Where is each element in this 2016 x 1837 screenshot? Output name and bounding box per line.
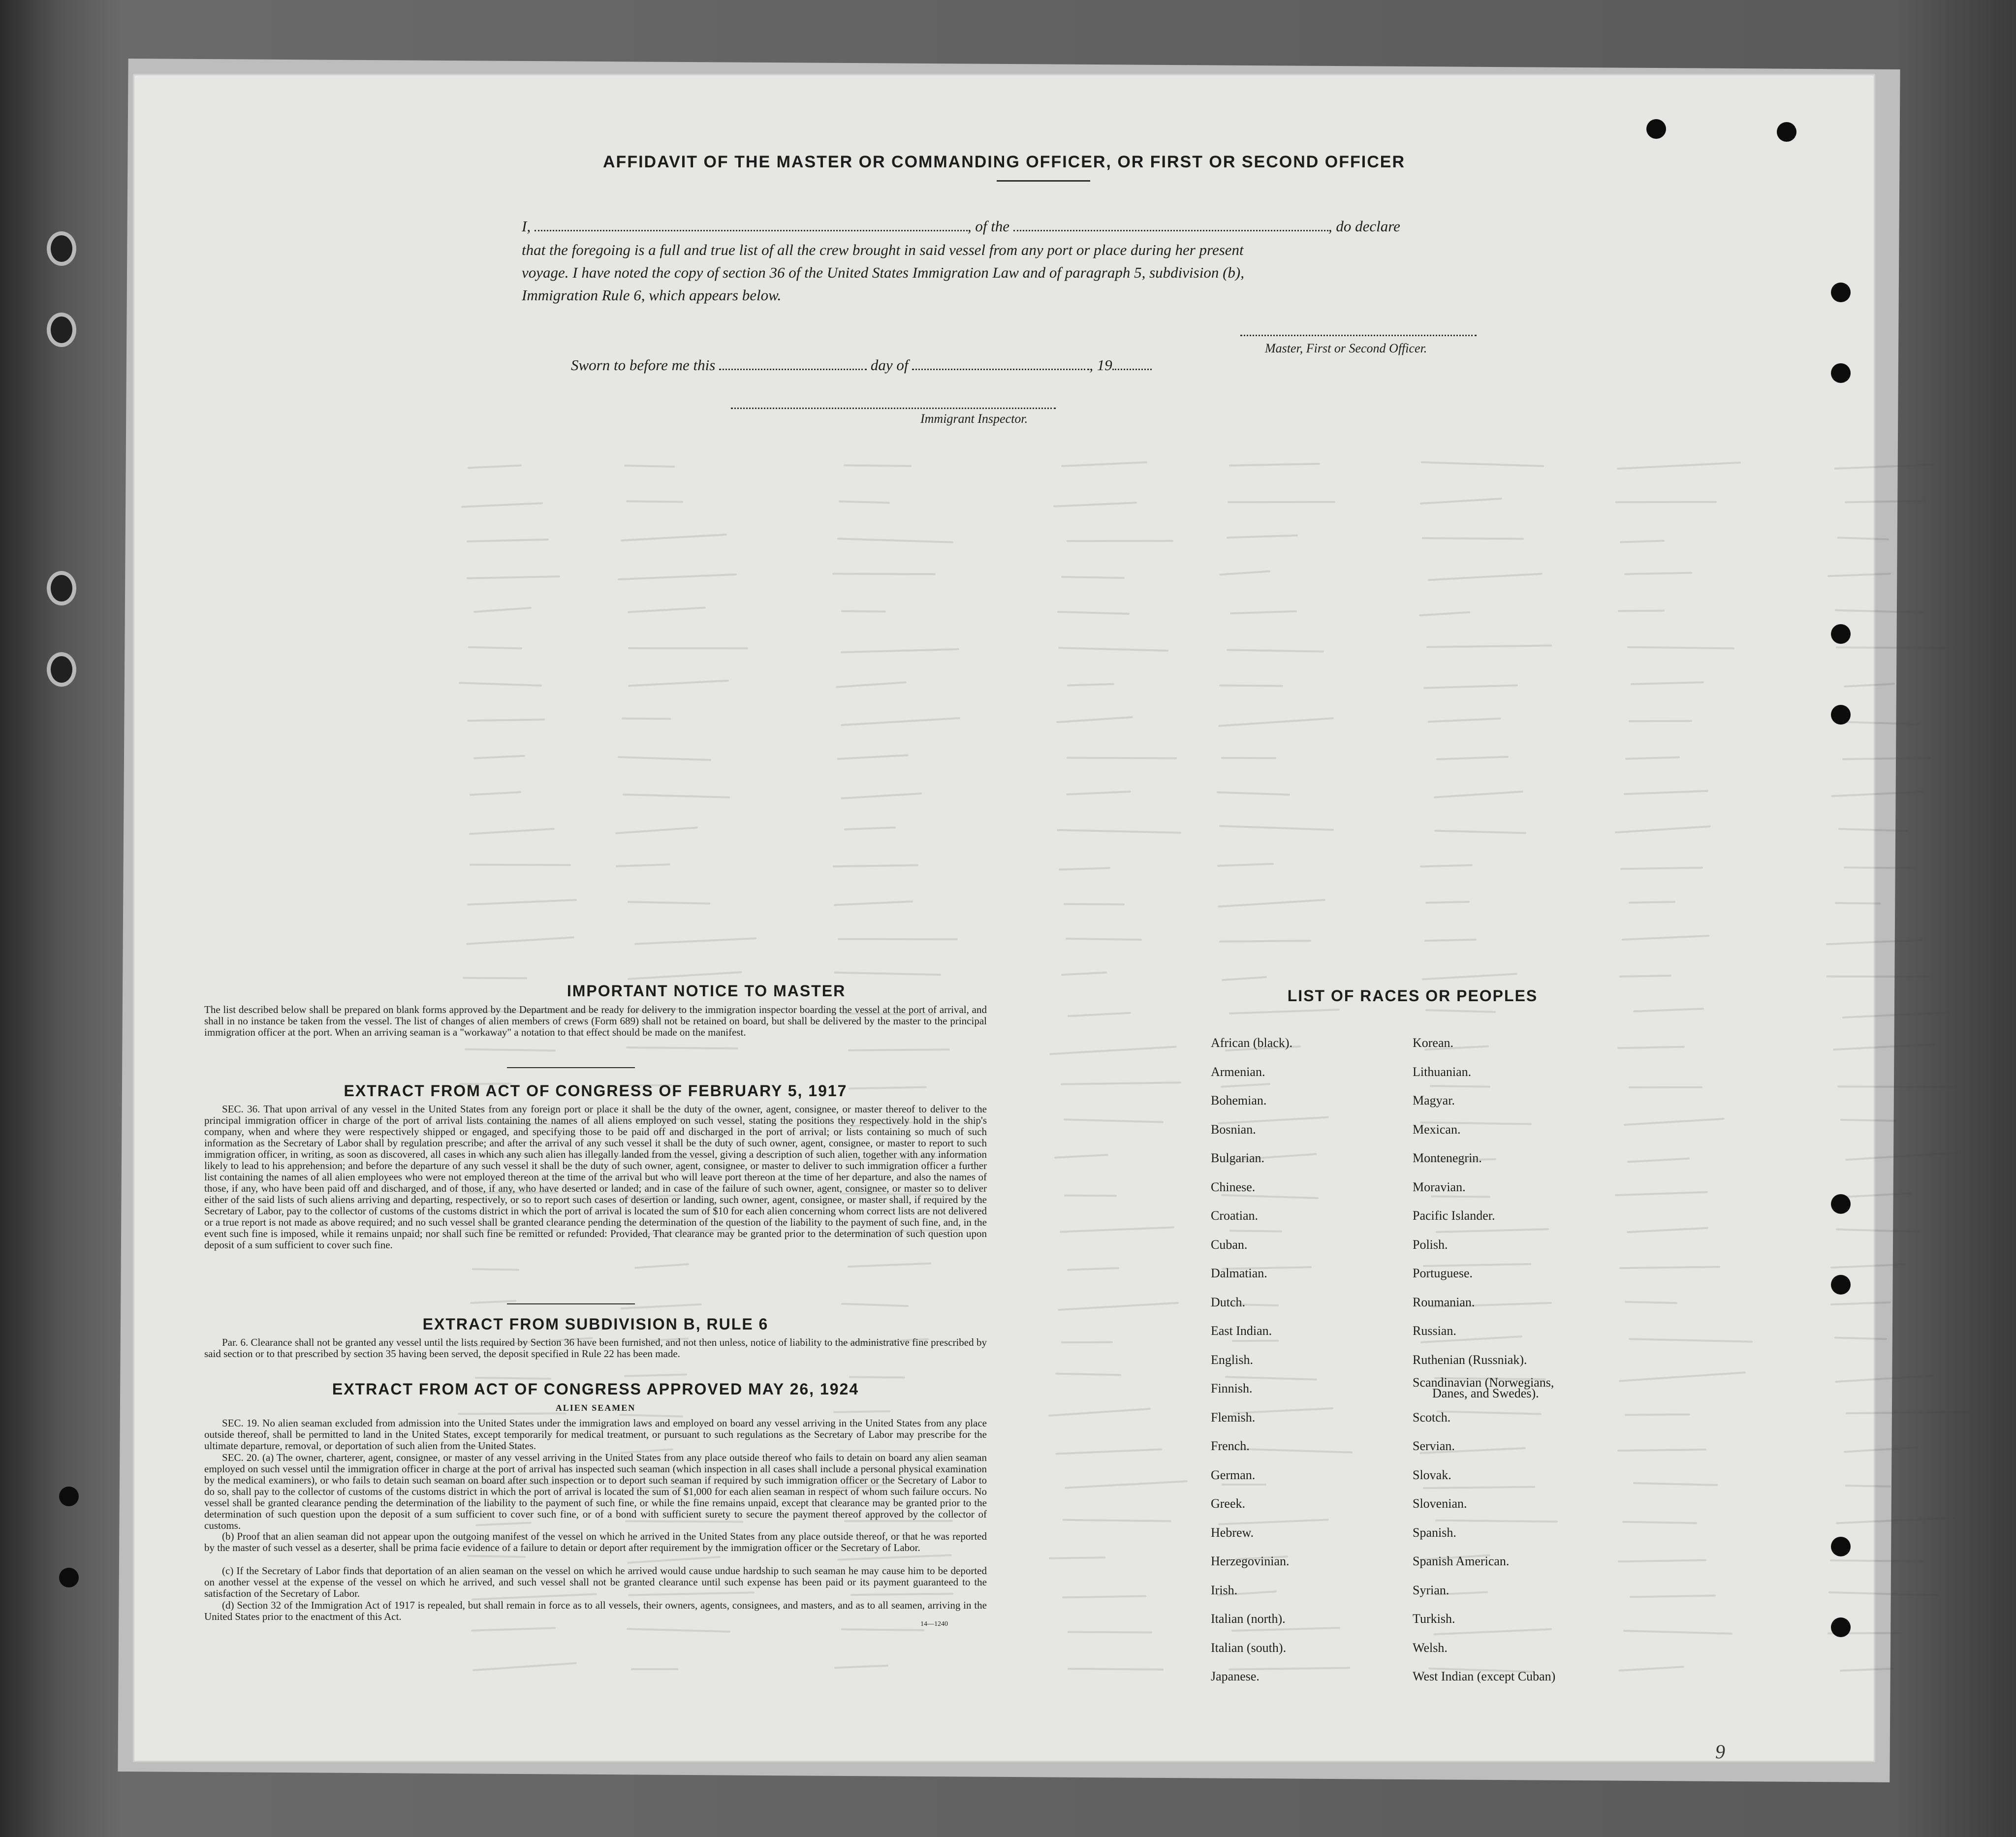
bleed-stroke xyxy=(1846,1411,1970,1414)
sworn-year-text: , 19 xyxy=(1089,356,1112,374)
race-item: Magyar. xyxy=(1413,1093,1455,1108)
race-item: English. xyxy=(1211,1352,1253,1367)
bleed-stroke xyxy=(1627,1157,1690,1163)
bleed-stroke xyxy=(1068,1012,1131,1017)
binder-ring xyxy=(47,652,76,687)
bleed-stroke xyxy=(1068,1631,1152,1634)
bleed-stroke xyxy=(1064,903,1125,906)
bleed-stroke xyxy=(1219,825,1334,831)
races-left-column xyxy=(1211,1029,1292,1691)
race-item: Servian. xyxy=(1413,1439,1455,1453)
bleed-stroke xyxy=(1061,576,1125,579)
extract-rule6-body: Par. 6. Clearance shall not be granted any vessel until the lists required by Section 36 have been furnished, and not then unless, notice of liability to the administrative fine prescribed by said section or to that prescribed by section 35 having been served, the deposit specified in Rule 22 has been made. xyxy=(204,1336,987,1360)
punch-hole xyxy=(1831,1194,1851,1214)
race-item: West Indian (except Cuban) xyxy=(1413,1669,1556,1683)
bleed-stroke xyxy=(1617,462,1741,470)
inspector-signature-line[interactable] xyxy=(731,408,1056,409)
race-item: Bohemian. xyxy=(1211,1093,1267,1108)
bleed-stroke xyxy=(1631,681,1704,685)
bleed-stroke xyxy=(1222,976,1267,981)
race-item: Mexican. xyxy=(1413,1122,1461,1137)
bleed-stroke xyxy=(467,899,577,906)
punch-hole xyxy=(1831,363,1851,383)
bleed-stroke xyxy=(627,1628,730,1633)
bleed-stroke xyxy=(628,606,706,613)
race-item: Lithuanian. xyxy=(1413,1064,1472,1079)
bleed-stroke xyxy=(466,936,574,945)
races-right-column xyxy=(1413,1029,1555,1691)
bleed-stroke xyxy=(628,971,742,980)
bleed-stroke xyxy=(1619,975,1671,978)
race-item: Turkish. xyxy=(1413,1612,1455,1626)
bleed-stroke xyxy=(627,1556,721,1564)
bleed-stroke xyxy=(1057,829,1181,834)
bleed-stroke xyxy=(837,754,909,760)
declaration-line-2: that the foregoing is a full and true list of all the crew brought in said vessel from any port or place during her present xyxy=(522,241,1244,258)
bleed-stroke xyxy=(467,1555,526,1558)
bleed-stroke xyxy=(1426,644,1552,648)
bleed-stroke xyxy=(1419,864,1472,868)
bleed-stroke xyxy=(470,864,571,866)
bleed-stroke xyxy=(1227,535,1298,539)
bleed-stroke xyxy=(1837,1085,1957,1088)
bleed-stroke xyxy=(1056,716,1133,723)
punch-hole xyxy=(59,1568,79,1587)
bleed-stroke xyxy=(841,792,922,799)
bleed-stroke xyxy=(622,718,671,720)
sworn-month-blank[interactable] xyxy=(912,357,1089,370)
bleed-stroke xyxy=(467,538,549,542)
sworn-line xyxy=(571,356,1152,374)
bleed-stroke xyxy=(1421,461,1544,467)
bleed-stroke xyxy=(1617,1449,1706,1452)
bleed-stroke xyxy=(615,863,670,867)
bleed-stroke xyxy=(1424,939,1477,942)
notice-title: IMPORTANT NOTICE TO MASTER xyxy=(567,982,846,1000)
i-word: I, xyxy=(522,218,531,235)
race-item: Flemish. xyxy=(1211,1410,1256,1425)
bleed-stroke xyxy=(1425,901,1470,904)
race-item: Herzegovinian. xyxy=(1211,1554,1290,1568)
bleed-stroke xyxy=(1627,1227,1708,1233)
bleed-stroke xyxy=(1624,571,1692,575)
bleed-stroke xyxy=(1620,539,1665,543)
race-item: Croatian. xyxy=(1211,1208,1259,1223)
bleed-stroke xyxy=(624,1374,687,1377)
sworn-year-blank[interactable] xyxy=(1112,357,1152,370)
bleed-stroke xyxy=(1615,825,1710,833)
race-item: Bulgarian. xyxy=(1211,1151,1265,1165)
race-item: Scotch. xyxy=(1413,1410,1451,1425)
bleed-stroke xyxy=(1218,717,1333,727)
extract-1917-title: EXTRACT FROM ACT OF CONGRESS OF FEBRUARY 5, 1917 xyxy=(344,1082,848,1100)
bleed-stroke xyxy=(1619,1371,1746,1382)
race-item: Ruthenian (Russniak). xyxy=(1413,1352,1527,1367)
bleed-stroke xyxy=(1059,867,1110,871)
bleed-stroke xyxy=(1067,757,1177,760)
bleed-stroke xyxy=(1620,867,1703,870)
bleed-stroke xyxy=(623,793,730,798)
bleed-stroke xyxy=(1615,1191,1708,1196)
sworn-date-blank[interactable] xyxy=(719,357,867,370)
bleed-stroke xyxy=(1219,570,1270,576)
bleed-stroke xyxy=(1067,539,1173,542)
bleed-stroke xyxy=(1058,1302,1178,1311)
do-declare-text: , do declare xyxy=(1328,218,1400,235)
punch-hole xyxy=(1646,119,1666,139)
race-item: African (black). xyxy=(1211,1036,1293,1050)
race-item: Slovak. xyxy=(1413,1467,1451,1482)
bleed-stroke xyxy=(1218,899,1325,908)
bleed-stroke xyxy=(1053,502,1137,507)
bleed-stroke xyxy=(841,717,960,726)
punch-hole xyxy=(1831,283,1851,302)
bleed-stroke xyxy=(1625,1414,1690,1416)
bleed-stroke xyxy=(475,1377,551,1380)
bleed-stroke xyxy=(848,1263,931,1268)
bleed-stroke xyxy=(468,646,523,650)
race-item: Syrian. xyxy=(1413,1583,1449,1597)
bleed-stroke xyxy=(1049,1045,1176,1055)
vessel-name-blank[interactable] xyxy=(1013,218,1328,231)
sworn-prefix: Sworn to before me this xyxy=(571,356,716,374)
bleed-stroke xyxy=(1064,1195,1117,1197)
bleed-stroke xyxy=(1065,1481,1188,1489)
binder-ring xyxy=(47,571,76,605)
bleed-stroke xyxy=(1845,1152,1958,1161)
race-item: Welsh. xyxy=(1413,1640,1448,1655)
bleed-stroke xyxy=(1425,1010,1495,1014)
bleed-stroke xyxy=(1423,684,1518,689)
bleed-stroke xyxy=(837,538,953,543)
bleed-stroke xyxy=(1838,828,1908,832)
bleed-stroke xyxy=(1061,1082,1181,1085)
punch-hole xyxy=(1831,1617,1851,1637)
punch-hole xyxy=(1831,705,1851,725)
bleed-stroke xyxy=(1229,1009,1340,1014)
bleed-stroke xyxy=(634,937,756,945)
bleed-stroke xyxy=(1618,610,1665,612)
bleed-stroke xyxy=(467,718,545,722)
bleed-stroke xyxy=(1633,1482,1718,1486)
bleed-stroke xyxy=(473,755,525,760)
inspector-caption: Immigrant Inspector. xyxy=(920,412,1028,426)
bleed-stroke xyxy=(628,647,748,649)
race-item: Greek. xyxy=(1211,1496,1246,1511)
bleed-stroke xyxy=(1062,1595,1146,1598)
bleed-stroke xyxy=(461,502,543,508)
bleed-stroke xyxy=(1623,1630,1732,1635)
bleed-stroke xyxy=(621,534,727,541)
punch-hole xyxy=(59,1487,79,1506)
bleed-stroke xyxy=(1049,1557,1105,1560)
race-item: Slovenian. xyxy=(1413,1496,1467,1511)
bleed-stroke xyxy=(1624,1118,1725,1126)
bleed-stroke xyxy=(1436,756,1509,760)
race-item: Dutch. xyxy=(1211,1295,1246,1309)
bleed-stroke xyxy=(1054,1154,1108,1159)
race-item: Spanish American. xyxy=(1413,1554,1510,1568)
bleed-stroke xyxy=(1629,1086,1702,1088)
bleed-stroke xyxy=(844,826,896,830)
bleed-stroke xyxy=(841,1303,909,1307)
bleed-stroke xyxy=(833,864,918,867)
bleed-stroke xyxy=(836,681,906,688)
bleed-stroke xyxy=(459,682,542,687)
affidavit-title: AFFIDAVIT OF THE MASTER OR COMMANDING OFFICER, OR FIRST OR SECOND OFFICER xyxy=(603,153,1405,171)
bleed-stroke xyxy=(1835,902,1881,905)
race-item: German. xyxy=(1211,1467,1256,1482)
bleed-stroke xyxy=(469,827,554,834)
race-item: Hebrew. xyxy=(1211,1525,1254,1540)
bleed-stroke xyxy=(841,1628,924,1631)
bleed-stroke xyxy=(1434,791,1523,798)
bleed-stroke xyxy=(1230,610,1297,614)
race-item: Danes, and Swedes). xyxy=(1432,1386,1539,1400)
bleed-stroke xyxy=(1420,498,1502,505)
race-item: French. xyxy=(1211,1439,1250,1453)
race-item: Polish. xyxy=(1413,1237,1448,1252)
bleed-stroke xyxy=(849,1376,905,1379)
bleed-stroke xyxy=(1422,537,1524,540)
bleed-stroke xyxy=(1622,1521,1697,1524)
of-the-text: , of the xyxy=(967,218,1010,235)
race-item: Korean. xyxy=(1413,1036,1454,1050)
races-title: LIST OF RACES OR PEOPLES xyxy=(1287,987,1538,1005)
bleed-stroke xyxy=(615,826,698,834)
race-item: Moravian. xyxy=(1413,1179,1466,1194)
bleed-stroke xyxy=(1221,757,1276,759)
master-caption: Master, First or Second Officer. xyxy=(1265,341,1427,355)
punch-hole xyxy=(1831,1537,1851,1556)
binder-ring xyxy=(47,231,76,266)
bleed-stroke xyxy=(1842,1012,1950,1019)
bleed-stroke xyxy=(1228,501,1335,503)
race-item: Italian (south). xyxy=(1211,1640,1287,1655)
bleed-stroke xyxy=(1625,756,1680,760)
declaration-line-1 xyxy=(522,218,1400,235)
bleed-stroke xyxy=(1633,1008,1704,1012)
bleed-stroke xyxy=(1419,611,1470,617)
bleed-stroke xyxy=(1630,1594,1716,1598)
pencil-mark: 9 xyxy=(1715,1741,1725,1763)
bleed-stroke xyxy=(1629,901,1675,904)
section-rule xyxy=(507,1067,635,1068)
bleed-stroke xyxy=(468,464,522,469)
bleed-stroke xyxy=(1618,1559,1706,1562)
bleed-stroke xyxy=(834,972,941,976)
race-item: Bosnian. xyxy=(1211,1122,1256,1137)
bleed-stroke xyxy=(1219,684,1283,687)
bleed-stroke xyxy=(1428,573,1543,581)
bleed-stroke xyxy=(1625,1301,1677,1304)
bleed-stroke xyxy=(844,464,912,467)
bleed-stroke xyxy=(1066,938,1142,941)
race-item: Portuguese. xyxy=(1413,1266,1473,1280)
officer-name-blank[interactable] xyxy=(535,218,968,231)
alien-seamen-subtitle: ALIEN SEAMEN xyxy=(555,1403,636,1413)
bleed-stroke xyxy=(841,610,886,613)
bleed-stroke xyxy=(472,1268,519,1271)
bleed-stroke xyxy=(1055,1448,1162,1455)
race-item: Dalmatian. xyxy=(1211,1266,1267,1280)
punch-hole xyxy=(1831,1275,1851,1295)
bleed-stroke xyxy=(841,648,959,653)
bleed-stroke xyxy=(1066,791,1131,796)
bleed-stroke xyxy=(1830,1264,1906,1269)
master-signature-line[interactable] xyxy=(1240,335,1477,336)
race-item: Roumanian. xyxy=(1413,1295,1475,1309)
sec19-text: SEC. 19. No alien seaman excluded from admission into the United States under the immigration laws and employed on board any vessel arriving in the United States from any place outside thereof, shall be permitted to land in the United States, except temporarily for medical treatment, or pursuant to such regulations as the Secretary of Labor may prescribe for the ultimate departure, removal, or deportation of such alien from the United States. xyxy=(204,1417,987,1452)
declaration-line-4: Immigration Rule 6, which appears below. xyxy=(522,286,782,304)
bleed-stroke xyxy=(624,465,675,468)
bleed-stroke xyxy=(1058,647,1168,652)
bleed-stroke xyxy=(1623,790,1708,794)
bleed-stroke xyxy=(634,1263,689,1269)
bleed-stroke xyxy=(1219,940,1311,942)
bleed-stroke xyxy=(1067,1267,1119,1271)
bleed-stroke xyxy=(1063,1519,1171,1522)
sec20c-text: (c) If the Secretary of Labor finds that deportation of an alien seaman on the vessel on which he arrived would cause undue hardship to such seaman he may cause him to be deported on another vessel at the expense of the vessel on which he arrived, and such vessel shall not be granted clearance until such expense has been paid or its payment guaranteed to the satisfaction of the Secretary of Labor. xyxy=(204,1565,987,1599)
bleed-stroke xyxy=(1229,463,1320,466)
declaration-line-3: voyage. I have noted the copy of section 36 of the United States Immigration Law and of paragraph 5, subdivision (b), xyxy=(522,264,1244,281)
race-item: Finnish. xyxy=(1211,1381,1253,1395)
bleed-stroke xyxy=(1826,939,1922,945)
bleed-stroke xyxy=(618,573,737,580)
sec20a-text: SEC. 20. (a) The owner, charterer, agent, consignee, or master of any vessel arriving in the United States from any place outside thereof who fails to detain on board any alien seaman employed on such vessel until the immigration officer in charge at the port of arrival has inspected such seaman (which inspection in all cases shall include a personal physical examination by the medical examiners), or who fails to detain such seaman on board after such inspection or to deport such seaman if required by such immigration officer or the Secretary of Labor to do so, shall pay to the collector of customs of the customs district in which the port of arrival is located the sum of $1,000 for each alien seaman in respect of whom such failure occurs. No vessel shall be granted clearance pending the determination of the liability to the payment of such fine, or while the fine remains unpaid, except that clearance may be granted prior to the determination of such question upon the deposit of a sum sufficient to cover such fine, or of a bond with sufficient surety to secure the payment thereof approved by the collector of customs. xyxy=(204,1452,987,1531)
race-item: Spanish. xyxy=(1413,1525,1456,1540)
bleed-stroke xyxy=(467,575,560,579)
bleed-stroke xyxy=(1615,501,1717,503)
bleed-stroke xyxy=(465,1048,556,1052)
race-item: East Indian. xyxy=(1211,1324,1272,1338)
race-item: Italian (north). xyxy=(1211,1612,1286,1626)
race-item: Cuban. xyxy=(1211,1237,1248,1252)
bleed-stroke xyxy=(834,900,913,906)
bleed-stroke xyxy=(1217,791,1290,795)
bleed-stroke xyxy=(1057,611,1130,615)
bleed-stroke xyxy=(1622,935,1709,941)
bleed-stroke xyxy=(1061,461,1147,467)
race-item: Russian. xyxy=(1413,1324,1456,1338)
bleed-stroke xyxy=(1434,829,1526,834)
bleed-stroke xyxy=(1055,1373,1121,1376)
bleed-stroke xyxy=(832,572,936,575)
race-item: Japanese. xyxy=(1211,1669,1260,1683)
bleed-stroke xyxy=(1061,1341,1113,1343)
sworn-day-text: day of xyxy=(870,356,909,374)
race-item: Armenian. xyxy=(1211,1064,1265,1079)
bleed-stroke xyxy=(1227,649,1324,652)
extract-1924-title: EXTRACT FROM ACT OF CONGRESS APPROVED MAY 26, 1924 xyxy=(332,1380,859,1398)
bleed-stroke xyxy=(1836,1517,1955,1524)
notice-body: The list described below shall be prepared on blank forms approved by the Department and be ready for delivery to the immigration inspector boarding the vessel at the port of arrival, and shall in no instance be taken from the vessel. The list of changes of alien members of crews (Form 689) shall not be retained on board, but shall be delivered by the master to the principal immigration officer at the port. When an arriving seaman is a "workaway" a notation to that effect should be made on the manifest. xyxy=(204,1004,987,1038)
bleed-stroke xyxy=(834,1665,888,1669)
sec20d-text: (d) Section 32 of the Immigration Act of 1917 is repealed, but shall remain in force as to all vessels, their owners, agents, consignees, and masters, and as to all seamen, arriving in the United States prior to the enactment of this Act. xyxy=(204,1599,987,1622)
bleed-stroke xyxy=(1428,717,1501,723)
bleed-stroke xyxy=(626,501,683,503)
bleed-stroke xyxy=(1060,1226,1174,1233)
bleed-stroke xyxy=(1068,1668,1164,1671)
extract-1917-body: SEC. 36. That upon arrival of any vessel in the United States from any foreign port or place it shall be the duty of the owner, agent, consignee, or master thereof to deliver to the principal immigration officer in charge of the port of arrival lists containing the names of all aliens employed on such vessel, stating the positions they respectively hold in the ship's company, when and where they were respectively shipped or engaged, and specifying those to be paid off and discharged in the port of arrival; or lists containing so much of such information as the Secretary of Labor shall by regulation prescribe; and after the arrival of any such vessel it shall be the duty of such owner, agent, consignee, or master to report to such immigration officer, in writing, as soon as discovered, all cases in which any such alien has illegally landed from the vessel, giving a description of such alien, together with any information likely to lead to his apprehension; and before the departure of any such vessel it shall be the duty of such owner, agent, consignee, or master to deliver to such immigration officer a further list containing the names of all alien employees who were not employed thereon at the time of the arrival but who will leave port thereon at the time of her departure, and also the names of those, if any, who have been paid off and discharged, and of those, if any, who have deserted or landed; and in case of the failure of such owner, agent, consignee, or master so to deliver either of the said lists of such aliens arriving and departing, respectively, or so to report such cases of desertion or landing, such owner, agent, consignee, or master shall, if required by the Secretary of Labor, pay to the collector of customs of the customs district in which the port of arrival is located the sum of $10 for each alien concerning whom correct lists are not delivered or a true report is not made as above required; and no such vessel shall be granted clearance pending the determination of the question of the liability to the payment of such fine, and, in the event such fine is imposed, while it remains unpaid; nor shall such fine be remitted or refunded: Provided, That clearance may be granted prior to the determination of such question upon deposit of a sum sufficient to cover such fine. xyxy=(204,1103,987,1251)
race-item: Chinese. xyxy=(1211,1179,1256,1194)
bleed-stroke xyxy=(1629,1338,1753,1343)
punch-hole xyxy=(1831,624,1851,644)
bleed-stroke xyxy=(1049,1408,1151,1417)
section-rule xyxy=(507,1303,635,1304)
bleed-stroke xyxy=(848,1049,950,1052)
title-rule xyxy=(997,180,1090,182)
race-item: Montenegrin. xyxy=(1413,1151,1482,1165)
bleed-stroke xyxy=(1627,646,1734,650)
bleed-stroke xyxy=(471,1627,556,1631)
bleed-stroke xyxy=(837,1554,952,1560)
bleed-stroke xyxy=(472,1662,576,1671)
bleed-stroke xyxy=(628,679,729,687)
punch-hole xyxy=(1777,122,1796,142)
race-item: Pacific Islander. xyxy=(1413,1208,1495,1223)
bleed-stroke xyxy=(1064,1118,1164,1123)
bleed-stroke xyxy=(618,756,711,761)
bleed-stroke xyxy=(470,791,521,796)
bleed-stroke xyxy=(631,1668,678,1670)
bleed-stroke xyxy=(626,1046,738,1049)
form-number: 14—1240 xyxy=(920,1620,948,1628)
bleed-stroke xyxy=(1619,1266,1720,1269)
bleed-stroke xyxy=(1629,720,1692,723)
race-item: Scandinavian (Norwegians, xyxy=(1413,1375,1554,1390)
bleed-stroke xyxy=(463,977,527,980)
bleed-stroke xyxy=(838,938,958,941)
bleed-stroke xyxy=(1617,1045,1685,1049)
bleed-stroke xyxy=(628,901,710,905)
bleed-stroke xyxy=(1217,863,1274,867)
bleed-stroke xyxy=(1618,1666,1684,1672)
bleed-stroke xyxy=(1422,973,1517,980)
binder-ring xyxy=(47,313,76,347)
bleed-stroke xyxy=(839,500,890,504)
bleed-stroke xyxy=(1067,683,1114,687)
sec20b-text: (b) Proof that an alien seaman did not appear upon the outgoing manifest of the vessel on which he arrived in the United States from any place outside thereof, or that he was reported by the master of such vessel as a deserter, shall be prima facie evidence of a failure to detain or deport after requirement by the immigration officer or the Secretary of Labor. xyxy=(204,1530,987,1553)
extract-rule6-title: EXTRACT FROM SUBDIVISION B, RULE 6 xyxy=(422,1315,769,1333)
form-sheet xyxy=(133,74,1875,1762)
bleed-stroke xyxy=(473,607,532,613)
bleed-stroke xyxy=(1061,972,1107,976)
race-item: Irish. xyxy=(1211,1583,1238,1597)
